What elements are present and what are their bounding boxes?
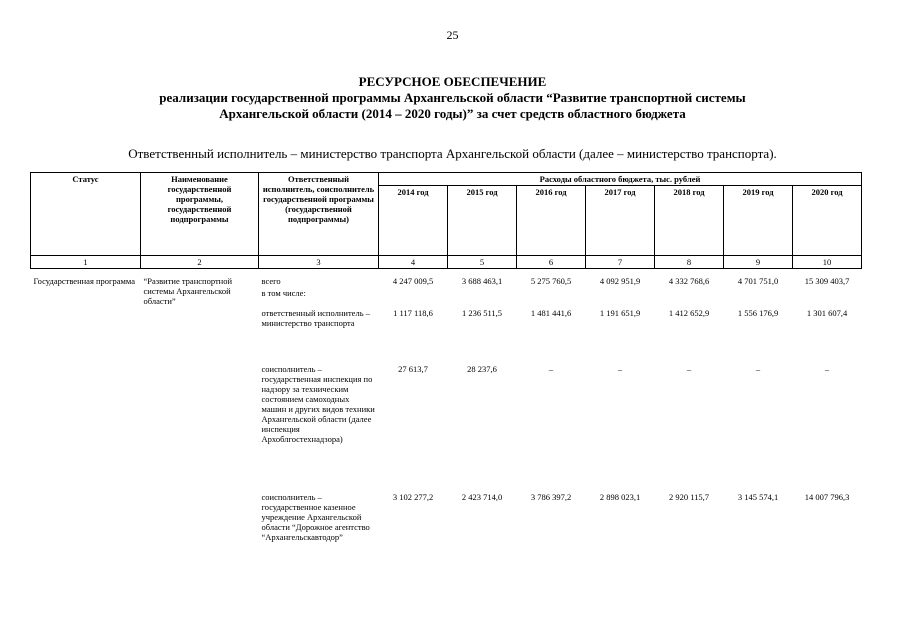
page-number: 25 [446, 28, 459, 42]
title-line-3: Архангельской области (2014 – 2020 годы)” за счет средств областного бюджета [219, 106, 686, 121]
value-cell: 1 301 607,4 [806, 307, 848, 318]
header-year: 2020 год [793, 186, 862, 256]
value-cell: 4 332 768,6 [668, 275, 710, 286]
value-cell: 15 309 403,7 [804, 275, 850, 286]
responsible-executor-note: Ответственный исполнитель – министерство транспорта Архангельской области (далее – министерство транспорта). [128, 146, 777, 161]
value-cell: – [824, 363, 830, 374]
document-title [0, 74, 905, 122]
value-cell: 1 481 441,6 [530, 307, 572, 318]
column-number: 9 [724, 256, 793, 269]
value-cell: – [686, 363, 692, 374]
status-cell: Государственная программа [33, 275, 136, 286]
column-number: 8 [655, 256, 724, 269]
column-number: 2 [141, 256, 259, 269]
value-cell: 3 145 574,1 [737, 491, 779, 502]
column-number: 5 [448, 256, 517, 269]
executor-cell: соисполнитель – государственная инспекция по надзору за техническим состоянием самоходных машин и других видов техники Архангельской области (далее инспекция Архоблгостехнадзора) [261, 363, 375, 444]
value-cell: 1 191 651,9 [599, 307, 641, 318]
value-cell: 3 786 397,2 [530, 491, 572, 502]
executor-cell: соисполнитель – государственное казенное учреждение Архангельской области “Дорожное агентство “Архангельскавтодор” [261, 491, 370, 542]
value-cell: 14 007 796,3 [804, 491, 850, 502]
header-status: Статус [31, 173, 141, 256]
value-cell: 2 898 023,1 [599, 491, 641, 502]
header-year: 2019 год [724, 186, 793, 256]
value-cell: 3 102 277,2 [392, 491, 434, 502]
header-year: 2018 год [655, 186, 724, 256]
header-row-1 [31, 173, 862, 186]
value-cell: 27 613,7 [398, 363, 428, 374]
value-cell: – [755, 363, 761, 374]
table-row [31, 363, 862, 491]
executor-cell: ответственный исполнитель – министерство транспорта [261, 307, 370, 328]
value-cell: 3 688 463,1 [461, 275, 503, 286]
value-cell: 28 237,6 [467, 363, 497, 374]
value-cell: – [548, 363, 554, 374]
value-cell: 1 236 511,5 [461, 307, 503, 318]
column-number: 7 [586, 256, 655, 269]
title-line-2: реализации государственной программы Архангельской области “Развитие транспортной системы [159, 90, 746, 105]
header-year: 2014 год [379, 186, 448, 256]
value-cell: 4 701 751,0 [737, 275, 779, 286]
value-cell: 2 423 714,0 [461, 491, 503, 502]
header-year: 2017 год [586, 186, 655, 256]
column-number-row [31, 256, 862, 269]
header-program-name: Наименование государственной программы, государственной подпрограммы [141, 173, 259, 256]
column-number: 10 [793, 256, 862, 269]
column-number: 6 [517, 256, 586, 269]
value-cell: 4 092 951,9 [599, 275, 641, 286]
value-cell: 5 275 760,5 [530, 275, 572, 286]
value-cell: 1 556 176,9 [737, 307, 779, 318]
table-row [31, 491, 862, 543]
value-cell: 1 117 118,6 [393, 307, 433, 318]
header-expenses: Расходы областного бюджета, тыс. рублей [379, 173, 862, 186]
header-year: 2015 год [448, 186, 517, 256]
executor-cell: в том числе: [261, 287, 306, 298]
program-name-cell: “Развитие транспортной системы Архангельской области” [143, 275, 233, 306]
title-line-1: РЕСУРСНОЕ ОБЕСПЕЧЕНИЕ [358, 74, 547, 89]
resource-table [30, 172, 862, 543]
table-row [31, 307, 862, 363]
column-number: 4 [379, 256, 448, 269]
value-cell: – [617, 363, 623, 374]
executor-cell: всего [261, 275, 281, 286]
header-executor: Ответственный исполнитель, соисполнитель государственной программы (государственной подпрограммы) [259, 173, 379, 256]
column-number: 3 [259, 256, 379, 269]
value-cell: 2 920 115,7 [668, 491, 710, 502]
header-year: 2016 год [517, 186, 586, 256]
column-number: 1 [31, 256, 141, 269]
table-row [31, 275, 862, 287]
value-cell: 1 412 652,9 [668, 307, 710, 318]
value-cell: 4 247 009,5 [392, 275, 434, 286]
